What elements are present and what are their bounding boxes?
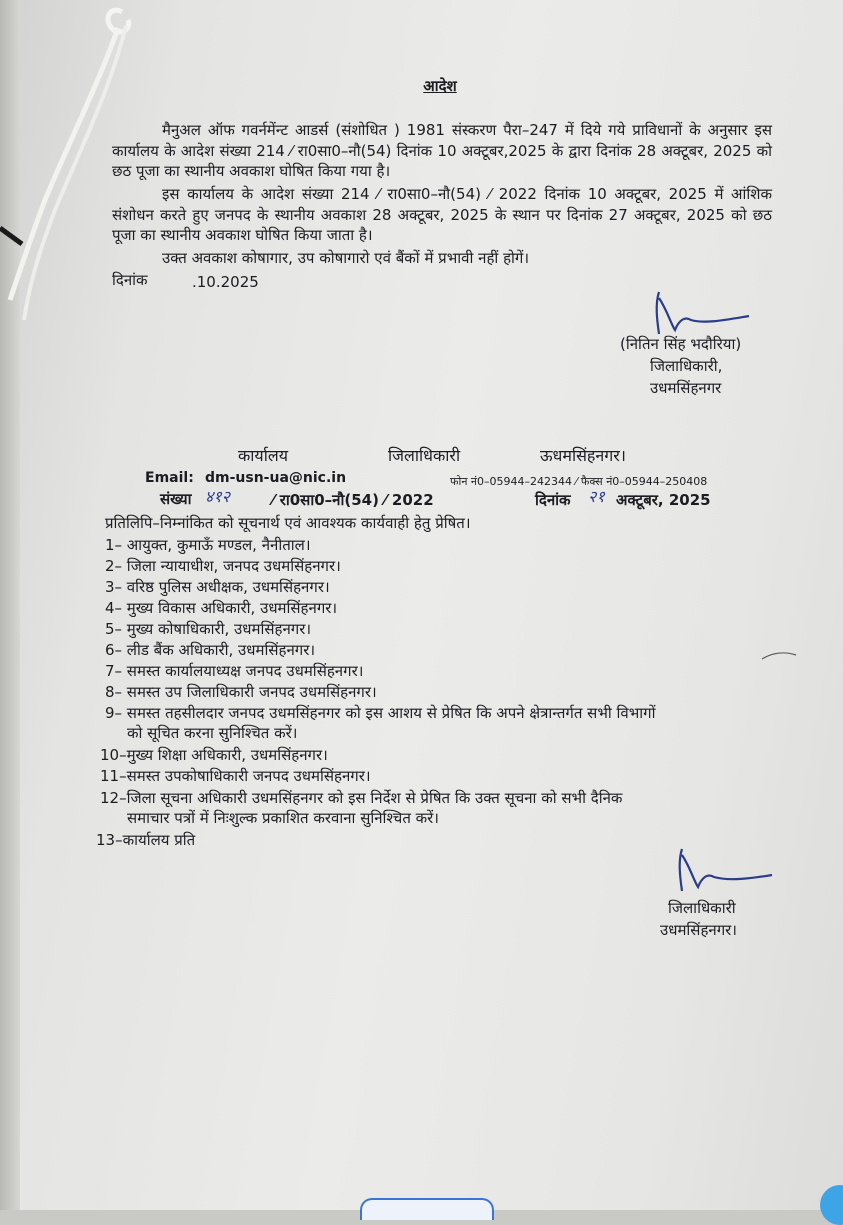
copy-intro: प्रतिलिपि–निम्नांकित को सूचनार्थ एवं आवश्यक कार्यवाही हेतु प्रेषित। bbox=[105, 514, 471, 532]
copy-item-9-line-2: को सूचित करना सुनिश्चित करें। bbox=[127, 724, 298, 742]
copy-item: 5– मुख्य कोषाधिकारी, उधमसिंहनगर। bbox=[105, 620, 312, 638]
copy-item-12-line-2: समाचार पत्रों में निःशुल्क प्रकाशित करवाना सुनिश्चित करें। bbox=[127, 809, 439, 827]
email-value: dm-usn-ua@nic.in bbox=[205, 470, 347, 486]
order-date-label: दिनांक bbox=[112, 271, 148, 289]
phone-fax: फोन नं0–05944–242344 ⁄ फैक्स नं0–05944–250408 bbox=[450, 475, 708, 488]
copy-item-9-line-1: 9– समस्त तहसीलदार जनपद उधमसिंहनगर को इस आशय से प्रेषित कि अपने क्षेत्रान्तर्गत सभी विभागों bbox=[105, 704, 656, 722]
number-label: संख्या bbox=[160, 490, 192, 508]
copy-item: 2– जिला न्यायाधीश, जनपद उधमसिंहनगर। bbox=[105, 557, 341, 575]
copy-item: 8– समस्त उप जिलाधिकारी जनपद उधमसिंहनगर। bbox=[105, 683, 377, 701]
office-word: कार्यालय bbox=[238, 446, 288, 465]
signature-2 bbox=[668, 845, 778, 895]
order-signatory-place: उधमसिंहनगर bbox=[650, 379, 722, 397]
copy-item: 3– वरिष्ठ पुलिस अधीक्षक, उधमसिंहनगर। bbox=[105, 578, 330, 596]
copy-item-10: 10–मुख्य शिक्षा अधिकारी, उधमसिंहनगर। bbox=[100, 746, 328, 764]
order-paragraph-2: इस कार्यालय के आदेश संख्या 214 ⁄ रा0सा0–नौ(54) ⁄ 2022 दिनांक 10 अक्टूबर, 2025 में आंशिक संशोधन करते हुए जनपद के स्थानीय अवकाश 28 अक्टूबर, 2025 के स्थान पर दिनांक 27 अक्टूबर, 2025 को छठ पूजा का स्थानीय अवकाश घोषित किया जाता है। bbox=[112, 185, 772, 244]
number-date-handwritten: २१ bbox=[588, 487, 605, 506]
copy-sign-title: जिलाधिकारी bbox=[668, 899, 736, 917]
order-paragraph-1: मैनुअल ऑफ गवर्नमेंन्ट आडर्स (संशोधित ) 1981 संस्करण पैरा–247 में दिये गये प्राविधानों के अनुसार इस कार्यालय के आदेश संख्या 214 ⁄ रा0सा0–नौ(54) दिनांक 10 अक्टूबर,2025 के द्वारा दिनांक 28 अक्टूबर, 2025 को छठ पूजा का स्थानीय अवकाश घोषित किया गया है। bbox=[112, 121, 772, 180]
order-paragraph-3: उक्त अवकाश कोषागार, उप कोषागारो एवं बैंकों में प्रभावी नहीं होगें। bbox=[162, 249, 530, 267]
number-date-rest: अक्टूबर, 2025 bbox=[616, 491, 711, 509]
copy-item-11: 11–समस्त उपकोषाधिकारी जनपद उधमसिंहनगर। bbox=[100, 767, 371, 785]
pen-mark bbox=[760, 645, 800, 665]
number-handwritten: ४१२ bbox=[205, 487, 230, 506]
dm-word: जिलाधिकारी bbox=[388, 446, 461, 465]
copy-item: 4– मुख्य विकास अधिकारी, उधमसिंहनगर। bbox=[105, 599, 338, 617]
number-reference: ⁄ रा0सा0–नौ(54) ⁄ 2022 bbox=[272, 491, 434, 509]
copy-item: 7– समस्त कार्यालयाध्यक्ष जनपद उधमसिंहनगर। bbox=[105, 662, 364, 680]
number-date-label: दिनांक bbox=[535, 491, 571, 509]
order-signatory-name: (नितिन सिंह भदौरिया) bbox=[620, 335, 742, 353]
bottom-handle bbox=[360, 1198, 494, 1220]
copy-item-13: 13–कार्यालय प्रति bbox=[96, 831, 196, 849]
order-signatory-title: जिलाधिकारी, bbox=[650, 357, 723, 375]
email-label: Email: bbox=[145, 470, 194, 486]
copy-item: 1– आयुक्त, कुमाऊँ मण्डल, नैनीताल। bbox=[105, 536, 311, 554]
copy-item-12-line-1: 12–जिला सूचना अधिकारी उधमसिंहनगर को इस निर्देश से प्रेषित कि उक्त सूचना को सभी दैनिक bbox=[100, 789, 623, 807]
order-heading: आदेश bbox=[423, 77, 457, 95]
place-word: ऊधमसिंहनगर। bbox=[540, 446, 626, 465]
order-date-value: .10.2025 bbox=[192, 273, 259, 291]
copy-item: 6– लीड बैंक अधिकारी, उधमसिंहनगर। bbox=[105, 641, 316, 659]
copy-sign-place: उधमसिंहनगर। bbox=[660, 921, 737, 939]
signature-1 bbox=[645, 290, 755, 338]
